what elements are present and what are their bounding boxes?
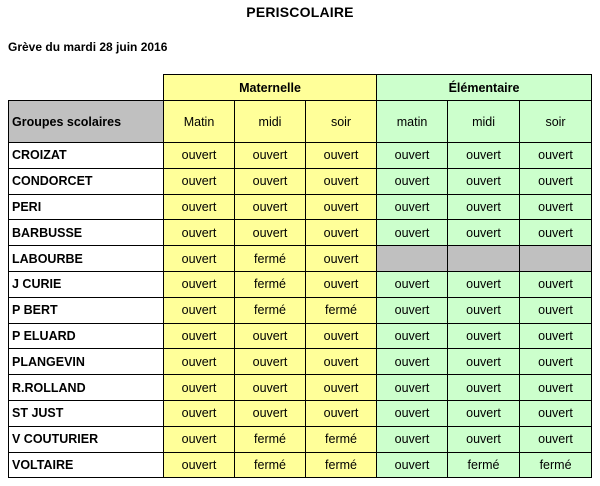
maternelle-status-cell: ouvert bbox=[164, 297, 235, 323]
school-name: PLANGEVIN bbox=[9, 349, 164, 375]
maternelle-status-cell: ouvert bbox=[164, 375, 235, 401]
page-title: PERISCOLAIRE bbox=[246, 4, 354, 20]
elementaire-status-cell: ouvert bbox=[520, 297, 592, 323]
elementaire-status-cell: ouvert bbox=[520, 349, 592, 375]
elementaire-status-cell: ouvert bbox=[377, 375, 448, 401]
school-name: R.ROLLAND bbox=[9, 375, 164, 401]
maternelle-status-cell: ouvert bbox=[306, 400, 377, 426]
table-row bbox=[9, 246, 592, 272]
elementaire-status-cell: ouvert bbox=[377, 452, 448, 478]
elementaire-status-cell: fermé bbox=[448, 452, 520, 478]
maternelle-status-cell: ouvert bbox=[235, 400, 306, 426]
table-row bbox=[9, 194, 592, 220]
elementaire-status-cell: ouvert bbox=[448, 323, 520, 349]
elementaire-status-cell: ouvert bbox=[448, 400, 520, 426]
elementaire-status-cell: ouvert bbox=[448, 143, 520, 169]
school-name: PERI bbox=[9, 194, 164, 220]
elementaire-na-cell bbox=[448, 246, 520, 272]
period-header-row bbox=[9, 101, 592, 143]
school-name: P BERT bbox=[9, 297, 164, 323]
elementaire-header: Élémentaire bbox=[377, 75, 592, 101]
school-name: CROIZAT bbox=[9, 143, 164, 169]
maternelle-status-cell: ouvert bbox=[306, 375, 377, 401]
maternelle-status-cell: fermé bbox=[306, 452, 377, 478]
elementaire-status-cell: ouvert bbox=[520, 194, 592, 220]
maternelle-status-cell: ouvert bbox=[235, 168, 306, 194]
table-row bbox=[9, 143, 592, 169]
maternelle-status-cell: ouvert bbox=[306, 194, 377, 220]
elementaire-status-cell: ouvert bbox=[377, 168, 448, 194]
maternelle-status-cell: ouvert bbox=[235, 220, 306, 246]
school-name: V COUTURIER bbox=[9, 426, 164, 452]
school-name: CONDORCET bbox=[9, 168, 164, 194]
maternelle-status-cell: ouvert bbox=[164, 452, 235, 478]
elementaire-status-cell: ouvert bbox=[448, 168, 520, 194]
maternelle-status-cell: fermé bbox=[235, 297, 306, 323]
elementaire-status-cell: ouvert bbox=[377, 400, 448, 426]
maternelle-status-cell: ouvert bbox=[164, 168, 235, 194]
elementaire-status-cell: ouvert bbox=[377, 323, 448, 349]
table-row bbox=[9, 323, 592, 349]
maternelle-matin-header: Matin bbox=[164, 101, 235, 143]
elementaire-status-cell: ouvert bbox=[520, 143, 592, 169]
maternelle-status-cell: fermé bbox=[306, 426, 377, 452]
school-name: J CURIE bbox=[9, 271, 164, 297]
maternelle-status-cell: ouvert bbox=[164, 246, 235, 272]
elementaire-status-cell: ouvert bbox=[377, 220, 448, 246]
elementaire-status-cell: ouvert bbox=[377, 349, 448, 375]
elementaire-status-cell: ouvert bbox=[377, 143, 448, 169]
maternelle-status-cell: ouvert bbox=[164, 271, 235, 297]
table-row bbox=[9, 349, 592, 375]
elementaire-status-cell: ouvert bbox=[520, 426, 592, 452]
school-name: LABOURBE bbox=[9, 246, 164, 272]
strike-date-subtitle: Grève du mardi 28 juin 2016 bbox=[8, 40, 168, 54]
maternelle-status-cell: ouvert bbox=[164, 143, 235, 169]
elementaire-status-cell: ouvert bbox=[520, 323, 592, 349]
elementaire-status-cell: ouvert bbox=[520, 168, 592, 194]
elementaire-status-cell: ouvert bbox=[520, 400, 592, 426]
maternelle-status-cell: ouvert bbox=[306, 220, 377, 246]
elementaire-midi-header: midi bbox=[448, 101, 520, 143]
maternelle-status-cell: ouvert bbox=[306, 323, 377, 349]
table-row bbox=[9, 452, 592, 478]
maternelle-status-cell: ouvert bbox=[235, 194, 306, 220]
elementaire-status-cell: ouvert bbox=[520, 271, 592, 297]
elementaire-status-cell: ouvert bbox=[448, 194, 520, 220]
maternelle-status-cell: ouvert bbox=[164, 220, 235, 246]
table-row bbox=[9, 168, 592, 194]
maternelle-status-cell: ouvert bbox=[164, 426, 235, 452]
maternelle-status-cell: ouvert bbox=[306, 246, 377, 272]
school-name: ST JUST bbox=[9, 400, 164, 426]
school-rows bbox=[9, 143, 592, 478]
maternelle-status-cell: ouvert bbox=[164, 400, 235, 426]
maternelle-status-cell: ouvert bbox=[235, 323, 306, 349]
elementaire-status-cell: ouvert bbox=[448, 297, 520, 323]
maternelle-status-cell: fermé bbox=[235, 452, 306, 478]
elementaire-status-cell: ouvert bbox=[448, 220, 520, 246]
maternelle-header: Maternelle bbox=[164, 75, 377, 101]
schedule-table bbox=[8, 74, 592, 478]
maternelle-status-cell: fermé bbox=[306, 297, 377, 323]
elementaire-status-cell: ouvert bbox=[377, 194, 448, 220]
table-row bbox=[9, 375, 592, 401]
elementaire-status-cell: ouvert bbox=[520, 375, 592, 401]
table-row bbox=[9, 297, 592, 323]
school-name: BARBUSSE bbox=[9, 220, 164, 246]
maternelle-status-cell: ouvert bbox=[306, 143, 377, 169]
elementaire-status-cell: ouvert bbox=[448, 349, 520, 375]
maternelle-status-cell: fermé bbox=[235, 271, 306, 297]
maternelle-status-cell: ouvert bbox=[235, 375, 306, 401]
elementaire-na-cell bbox=[377, 246, 448, 272]
elementaire-status-cell: ouvert bbox=[520, 220, 592, 246]
maternelle-status-cell: ouvert bbox=[306, 168, 377, 194]
maternelle-midi-header: midi bbox=[235, 101, 306, 143]
maternelle-status-cell: fermé bbox=[235, 246, 306, 272]
elementaire-status-cell: ouvert bbox=[448, 271, 520, 297]
maternelle-status-cell: fermé bbox=[235, 426, 306, 452]
maternelle-status-cell: ouvert bbox=[235, 349, 306, 375]
elementaire-status-cell: ouvert bbox=[377, 426, 448, 452]
elementaire-status-cell: ouvert bbox=[448, 375, 520, 401]
table-row bbox=[9, 426, 592, 452]
school-name: P ELUARD bbox=[9, 323, 164, 349]
elementaire-status-cell: ouvert bbox=[377, 271, 448, 297]
maternelle-status-cell: ouvert bbox=[306, 271, 377, 297]
maternelle-status-cell: ouvert bbox=[235, 143, 306, 169]
maternelle-status-cell: ouvert bbox=[164, 323, 235, 349]
maternelle-status-cell: ouvert bbox=[164, 194, 235, 220]
blank-corner bbox=[9, 75, 164, 101]
elementaire-status-cell: ouvert bbox=[377, 297, 448, 323]
elementaire-soir-header: soir bbox=[520, 101, 592, 143]
maternelle-status-cell: ouvert bbox=[164, 349, 235, 375]
group-header-row bbox=[9, 75, 592, 101]
elementaire-status-cell: ouvert bbox=[448, 426, 520, 452]
table-row bbox=[9, 271, 592, 297]
elementaire-na-cell bbox=[520, 246, 592, 272]
elementaire-status-cell: fermé bbox=[520, 452, 592, 478]
table-row bbox=[9, 400, 592, 426]
groupes-scolaires-header: Groupes scolaires bbox=[9, 101, 164, 143]
table-row bbox=[9, 220, 592, 246]
maternelle-status-cell: ouvert bbox=[306, 349, 377, 375]
elementaire-matin-header: matin bbox=[377, 101, 448, 143]
maternelle-soir-header: soir bbox=[306, 101, 377, 143]
school-name: VOLTAIRE bbox=[9, 452, 164, 478]
